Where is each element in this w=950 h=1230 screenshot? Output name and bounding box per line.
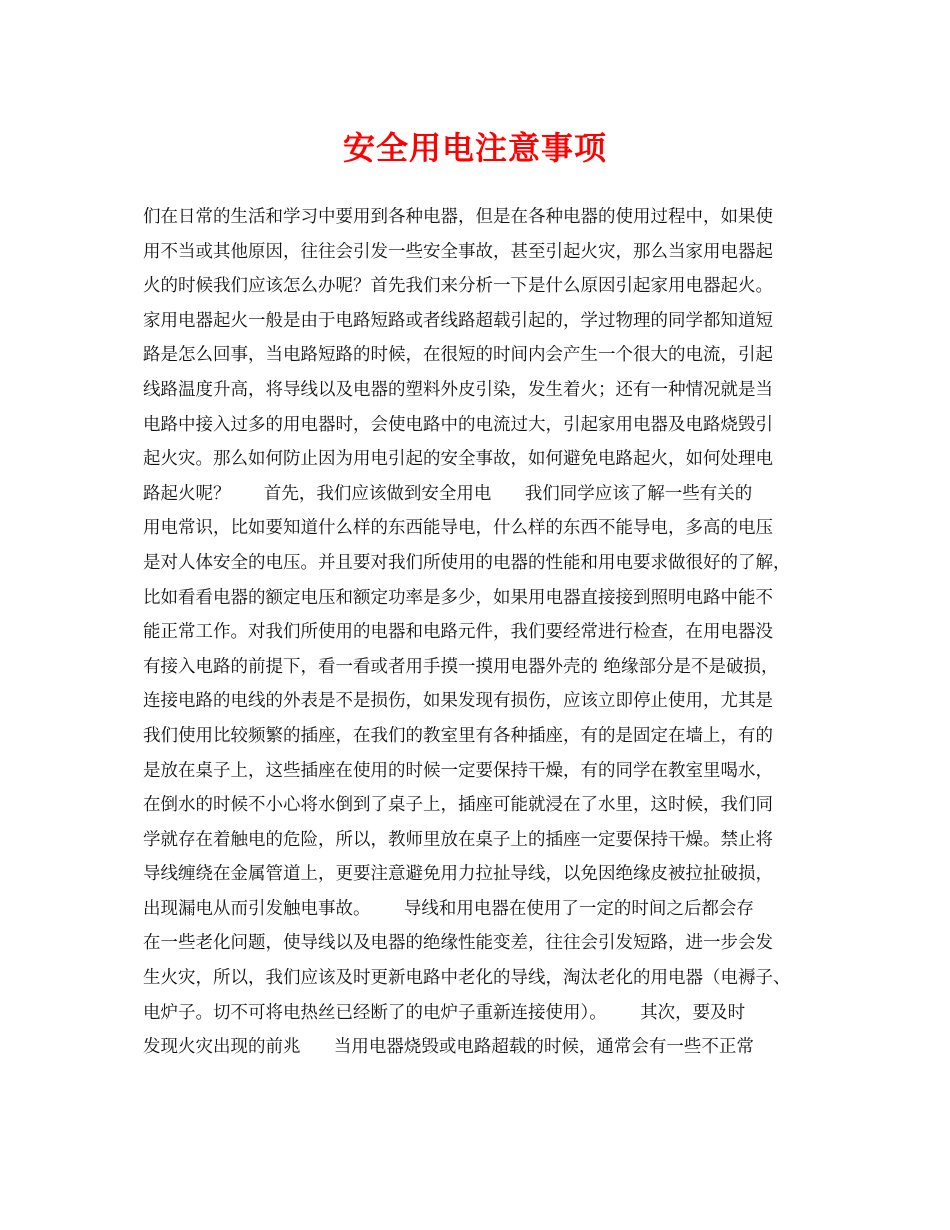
body-line: 路是怎么回事，当电路短路的时候，在很短的时间内会产生一个很大的电流，引起	[143, 345, 773, 366]
body-line: 们在日常的生活和学习中要用到各种电器，但是在各种电器的使用过程中，如果使	[143, 207, 773, 227]
body-line: 火的时候我们应该怎么办呢？首先我们来分析一下是什么原因引起家用电器起火。	[143, 276, 773, 297]
body-line: 是放在桌子上，这些插座在使用的时候一定要保持干燥，有的同学在教室里喝水，	[143, 760, 773, 781]
body-line: 生火灾，所以，我们应该及时更新电路中老化的导线，淘汰老化的用电器（电褥子、	[143, 968, 791, 989]
document-title: 安全用电注意事项	[342, 129, 607, 167]
body-line: 学就存在着触电的危险，所以，教师里放在桌子上的插座一定要保持干燥。禁止将	[143, 829, 773, 850]
body-line: 家用电器起火一般是由于电路短路或者线路超载引起的，学过物理的同学都知道短	[143, 310, 773, 331]
body-line: 比如看看电器的额定电压和额定功率是多少，如果用电器直接接到照明电路中能不	[143, 587, 773, 608]
body-line: 出现漏电从而引发触电事故。 导线和用电器在使用了一定的时间之后都会存	[143, 898, 754, 919]
body-line: 我们使用比较频繁的插座，在我们的教室里有各种插座，有的是固定在墙上，有的	[143, 725, 773, 746]
body-line: 线路温度升高，将导线以及电器的塑料外皮引染，发生着火；还有一种情况就是当	[143, 379, 773, 400]
body-line: 用不当或其他原因，往往会引发一些安全事故，甚至引起火灾，那么当家用电器起	[143, 241, 773, 262]
body-line: 路起火呢？ 首先，我们应该做到安全用电 我们同学应该了解一些有关的	[143, 483, 753, 504]
body-line: 发现火灾出现的前兆 当用电器烧毁或电路超载的时候，通常会有一些不正常	[143, 1037, 754, 1058]
body-line: 是对人体安全的电压。并且要对我们所使用的电器的性能和用电要求做很好的了解，	[143, 552, 791, 573]
body-line: 在倒水的时候不小心将水倒到了桌子上，插座可能就浸在了水里，这时候，我们同	[143, 795, 773, 816]
body-line: 能正常工作。对我们所使用的电器和电路元件，我们要经常进行检查，在用电器没	[143, 622, 773, 643]
body-line: 有接入电路的前提下，看一看或者用手摸一摸用电器外壳的 绝缘部分是不是破损，	[143, 656, 779, 677]
body-line: 用电常识，比如要知道什么样的东西能导电，什么样的东西不能导电，多高的电压	[143, 518, 773, 539]
body-line: 起火灾。那么如何防止因为用电引起的安全事故，如何避免电路起火，如何处理电	[143, 449, 773, 470]
body-line: 电路中接入过多的用电器时，会使电路中的电流过大，引起家用电器及电路烧毁引	[143, 414, 773, 435]
body-line: 导线缠绕在金属管道上，更要注意避免用力拉扯导线，以免因绝缘皮被拉扯破损，	[143, 864, 773, 885]
body-line: 连接电路的电线的外表是不是损伤，如果发现有损伤，应该立即停止使用，尤其是	[143, 691, 773, 712]
body-line: 电炉子。切不可将电热丝已经断了的电炉子重新连接使用）。 其次，要及时	[143, 1002, 746, 1023]
body-line: 在一些老化问题，使导线以及电器的绝缘性能变差，往往会引发短路，进一步会发	[143, 933, 773, 954]
document-body	[143, 200, 823, 1065]
